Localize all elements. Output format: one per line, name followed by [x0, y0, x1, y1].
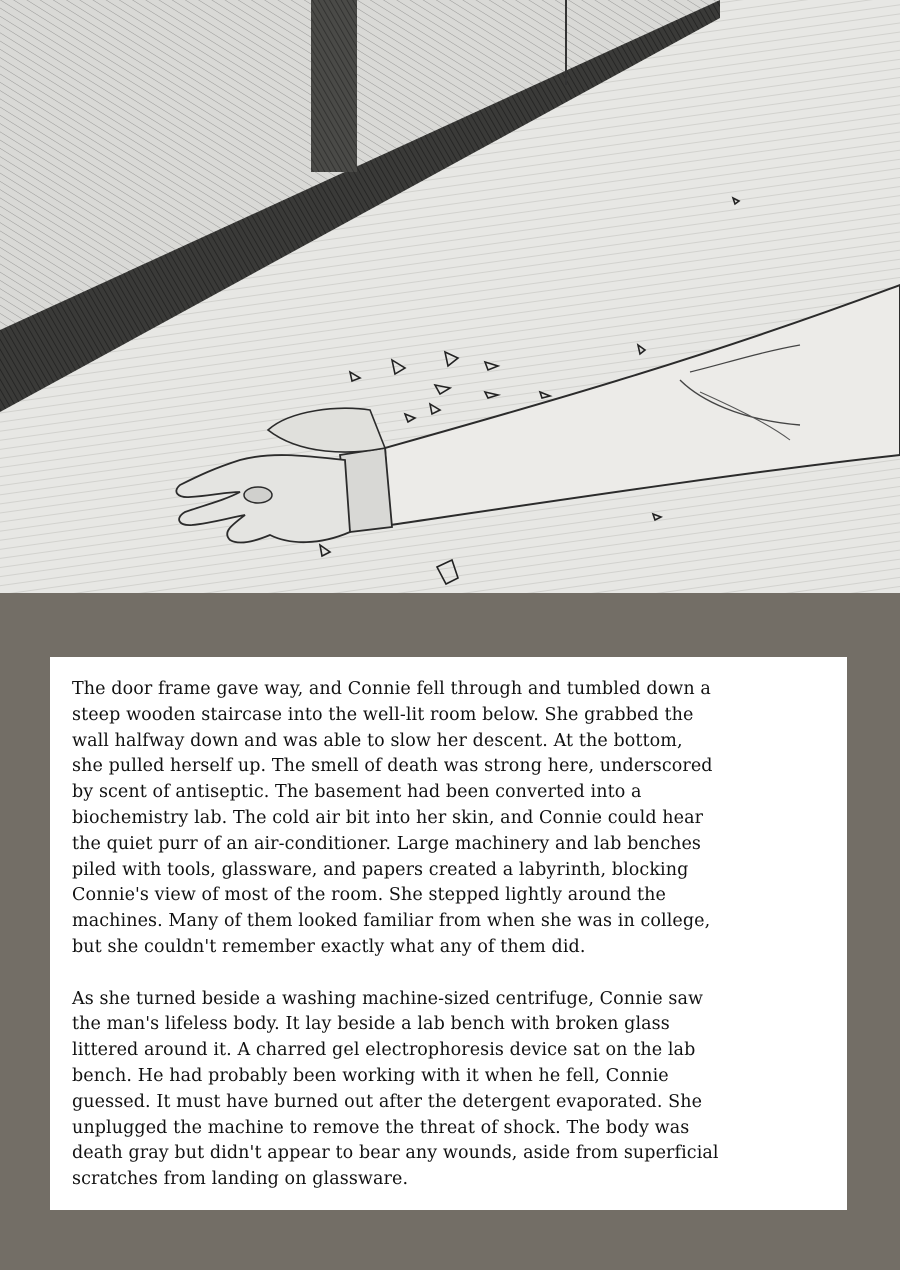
illustration-panel — [0, 0, 900, 593]
text-line: The door frame gave way, and Connie fell through and tumbled down a — [72, 679, 711, 699]
text-line: machines. Many of them looked familiar from when she was in college, — [72, 911, 711, 932]
text-line: the quiet purr of an air-conditioner. Large machinery and lab benches — [72, 833, 702, 854]
text-line: she pulled herself up. The smell of death was strong here, underscored — [72, 756, 713, 777]
text-line: but she couldn't remember exactly what any of them did. — [72, 936, 586, 957]
story-paragraph-2 — [72, 987, 829, 1193]
text-line: Connie's view of most of the room. She stepped lightly around the — [72, 885, 667, 906]
text-line: wall halfway down and was able to slow her descent. At the bottom, — [72, 730, 683, 751]
text-line: bench. He had probably been working with it when he fell, Connie — [72, 1065, 669, 1086]
text-line: guessed. It must have burned out after the detergent evaporated. She — [72, 1091, 703, 1112]
text-line: death gray but didn't appear to bear any wounds, aside from superficial — [72, 1143, 719, 1164]
text-line: biochemistry lab. The cold air bit into her skin, and Connie could hear — [72, 807, 704, 828]
arm-on-floor-sketch — [0, 0, 900, 593]
text-line: littered around it. A charred gel electrophoresis device sat on the lab — [72, 1040, 696, 1061]
text-line: by scent of antiseptic. The basement had been converted into a — [72, 782, 642, 803]
text-line: the man's lifeless body. It lay beside a lab bench with broken glass — [72, 1014, 670, 1035]
story-text-panel — [50, 657, 847, 1210]
text-line: As she turned beside a washing machine-sized centrifuge, Connie saw — [72, 988, 704, 1009]
text-line: steep wooden staircase into the well-lit room below. She grabbed the — [72, 704, 694, 725]
story-paragraph-1 — [72, 677, 829, 961]
text-line: scratches from landing on glassware. — [72, 1169, 409, 1190]
text-line: piled with tools, glassware, and papers created a labyrinth, blocking — [72, 859, 689, 880]
text-line: unplugged the machine to remove the threat of shock. The body was — [72, 1117, 690, 1138]
